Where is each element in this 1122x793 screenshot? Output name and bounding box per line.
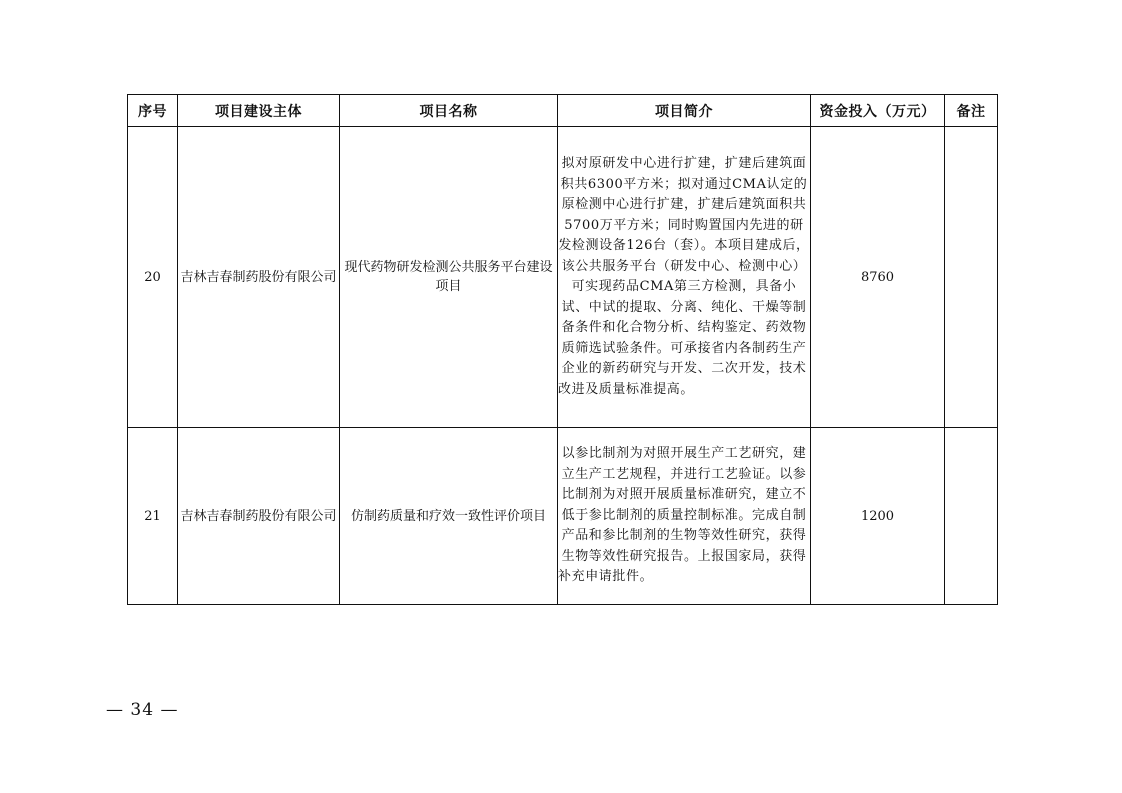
cell-remark [945,428,998,605]
cell-funding: 8760 [811,127,945,428]
table-row [128,127,998,428]
page-number: — 34 — [106,700,179,720]
header-remark: 备注 [945,95,998,127]
header-entity: 项目建设主体 [178,95,340,127]
cell-seq: 21 [128,428,178,605]
cell-funding: 1200 [811,428,945,605]
cell-project-name: 仿制药质量和疗效一致性评价项目 [340,428,558,605]
header-intro: 项目简介 [558,95,811,127]
cell-project-name: 现代药物研发检测公共服务平台建设项目 [340,127,558,428]
cell-seq: 20 [128,127,178,428]
table-row [128,428,998,605]
cell-project-intro: 以参比制剂为对照开展生产工艺研究，建立生产工艺规程，并进行工艺验证。以参比制剂为对照开展质量标准研究，建立不低于参比制剂的质量控制标准。完成自制产品和参比制剂的生物等效性研究，获得生物等效性研究报告。上报国家局，获得补充申请批件。 [558,428,811,605]
project-table [127,94,998,605]
cell-entity: 吉林吉春制药股份有限公司 [178,127,340,428]
header-funding: 资金投入（万元） [811,95,945,127]
header-seq: 序号 [128,95,178,127]
table-header-row [128,95,998,127]
cell-remark [945,127,998,428]
header-name: 项目名称 [340,95,558,127]
cell-entity: 吉林吉春制药股份有限公司 [178,428,340,605]
cell-project-intro: 拟对原研发中心进行扩建，扩建后建筑面积共6300平方米；拟对通过CMA认定的原检测中心进行扩建，扩建后建筑面积共5700万平方米；同时购置国内先进的研发检测设备126台（套）。本项目建成后，该公共服务平台（研发中心、检测中心）可实现药品CMA第三方检测，具备小试、中试的提取、分离、纯化、干燥等制备条件和化合物分析、结构鉴定、药效物质筛选试验条件。可承接省内各制药生产企业的新药研究与开发、二次开发，技术改进及质量标准提高。 [558,127,811,428]
